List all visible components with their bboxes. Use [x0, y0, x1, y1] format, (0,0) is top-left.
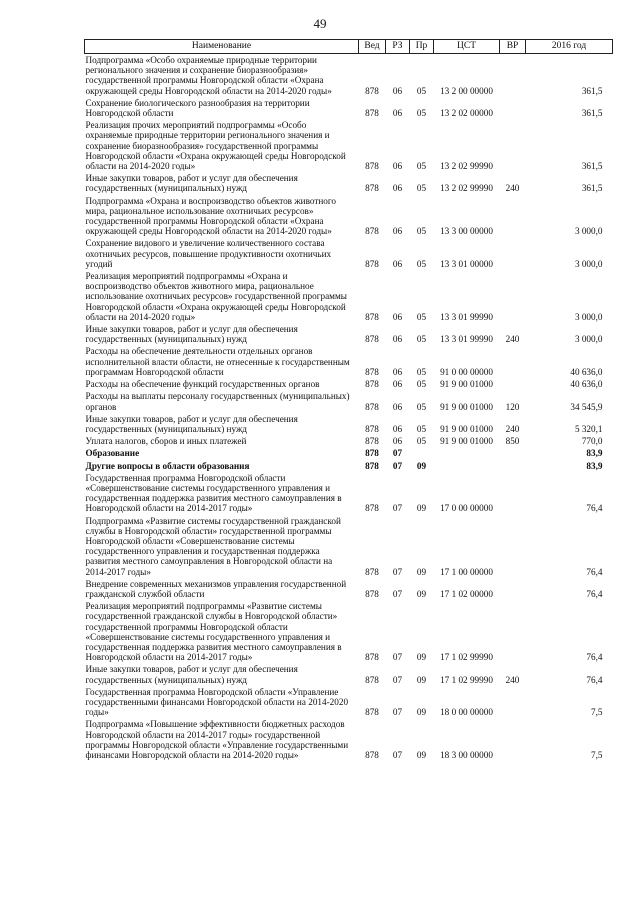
header-cst: ЦСТ — [434, 40, 500, 54]
cell-sum: 83,9 — [586, 460, 603, 471]
cell-pr: 09 — [416, 707, 427, 718]
cell-vr — [500, 718, 526, 761]
table-header-row — [85, 40, 613, 54]
cell-vr — [500, 237, 526, 270]
cell-ved: 878 — [365, 334, 379, 345]
cell-name: Расходы на обеспечение функций государственных органов — [85, 379, 320, 390]
cell-sum: 76,4 — [586, 652, 603, 663]
cell-rz: 07 — [392, 707, 403, 718]
table-row — [85, 472, 613, 515]
cell-vr — [500, 447, 526, 459]
cell-rz: 06 — [392, 85, 403, 96]
cell-cst — [434, 447, 500, 459]
cell-rz: 06 — [392, 258, 403, 269]
cell-name: Иные закупки товаров, работ и услуг для обеспечения государственных (муниципальных) нужд — [85, 664, 298, 685]
cell-pr: 05 — [416, 85, 427, 96]
cell-cst: 91 0 00 00000 — [440, 366, 493, 377]
table-row — [85, 686, 613, 719]
header-ved: Вед — [359, 40, 386, 54]
cell-rz: 06 — [392, 161, 403, 172]
cell-cst: 13 3 01 99990 — [440, 334, 493, 345]
cell-name: Реализация мероприятий подпрограммы «Охрана и воспроизводство объектов животного мира, рациональное использование охотничьих ресурсов» государственной программы Новгородской области «Охрана окружающей среды Новгородской области на 2014-2020 годы» — [85, 271, 347, 322]
cell-pr: 05 — [416, 258, 427, 269]
table-row — [85, 97, 613, 119]
cell-rz: 06 — [392, 401, 403, 412]
cell-cst: 13 2 02 99990 — [440, 183, 493, 194]
table-row — [85, 435, 613, 447]
table-body — [85, 54, 613, 762]
table-row — [85, 54, 613, 97]
header-vr: ВР — [500, 40, 526, 54]
cell-rz: 07 — [392, 503, 403, 514]
cell-name: Расходы на выплаты персоналу государственных (муниципальных) органов — [85, 391, 350, 412]
cell-sum: 3 000,0 — [574, 258, 603, 269]
cell-name: Подпрограмма «Развитие системы государственной гражданской службы в Новгородской области» государственной программы Новгородской области «Совершенствование системы государственного управления и государственная поддержка развития местного самоуправления в Новгородской области на 2014-2017 годы» — [85, 515, 341, 577]
cell-ved: 878 — [365, 226, 379, 237]
cell-sum: 361,5 — [581, 108, 603, 119]
cell-cst: 13 2 00 00000 — [440, 85, 493, 96]
cell-pr: 05 — [416, 161, 427, 172]
header-sum: 2016 год — [526, 40, 613, 54]
cell-ved: 878 — [365, 707, 379, 718]
cell-name: Внедрение современных механизмов управления государственной гражданской службой области — [85, 578, 347, 599]
cell-vr — [500, 195, 526, 238]
cell-cst: 13 3 00 00000 — [440, 226, 493, 237]
cell-ved: 878 — [365, 674, 379, 685]
cell-sum: 76,4 — [586, 674, 603, 685]
cell-sum: 40 636,0 — [570, 379, 603, 390]
cell-name: Образование — [85, 448, 140, 459]
cell-pr: 09 — [416, 652, 427, 663]
cell-name: Государственная программа Новгородской области «Совершенствование системы государственного управления и государственная поддержка развития местного самоуправления в Новгородской области на 2014-2017 годы» — [85, 472, 342, 514]
cell-pr: 09 — [416, 503, 427, 514]
table-row — [85, 195, 613, 238]
cell-name: Другие вопросы в области образования — [85, 460, 250, 471]
cell-name: Иные закупки товаров, работ и услуг для обеспечения государственных (муниципальных) нужд — [85, 173, 298, 194]
table-row — [85, 447, 613, 459]
cell-ved: 878 — [365, 379, 379, 390]
cell-pr: 09 — [416, 750, 427, 760]
table-row — [85, 460, 613, 472]
cell-sum: 83,9 — [586, 448, 603, 459]
cell-rz: 06 — [392, 183, 403, 194]
cell-vr — [500, 270, 526, 323]
cell-pr: 05 — [416, 379, 427, 390]
budget-table — [84, 39, 613, 761]
table-row — [85, 270, 613, 323]
cell-cst: 91 9 00 01000 — [440, 401, 493, 412]
cell-name: Реализация прочих мероприятий подпрограммы «Особо охраняемые природные территории регионального значения и сохранение биоразнообразия» государственной программы Новгородской области «Охрана окружающей среды Новгородской области на 2014-2020 годы» — [85, 120, 346, 172]
cell-vr — [500, 472, 526, 515]
table-row — [85, 718, 613, 761]
cell-vr — [500, 600, 526, 663]
cell-name: Подпрограмма «Охрана и воспроизводство объектов животного мира, рациональное использование охотничьих ресурсов» государственной программы Новгородской области «Охрана окружающей среды Новгородской области на 2014-2020 годы» — [85, 195, 336, 237]
cell-vr: 120 — [505, 401, 520, 412]
cell-ved: 878 — [365, 436, 379, 447]
cell-name: Расходы на обеспечение деятельности отдельных органов исполнительной власти области, не отнесенные к государственным программам Новгородской области — [85, 346, 350, 377]
cell-name: Подпрограмма «Особо охраняемые природные территории регионального значения и сохранение биоразнообразия» государственной программы Новгородской области «Охрана окружающей среды Новгородской области на 2014-2020 годы» — [85, 55, 332, 96]
cell-name: Подпрограмма «Повышение эффективности бюджетных расходов Новгородской области на 2014-2017 годы» государственной программы Новгородской области «Управление государственными финансами Новгородской области на 2014-2020 годы» — [85, 719, 349, 760]
cell-pr: 05 — [416, 436, 427, 447]
cell-rz: 07 — [392, 652, 403, 663]
cell-pr: 09 — [416, 460, 427, 471]
table-row — [85, 663, 613, 685]
cell-vr — [500, 578, 526, 600]
cell-sum: 76,4 — [586, 566, 603, 577]
cell-vr — [500, 686, 526, 719]
cell-sum: 361,5 — [581, 183, 603, 194]
cell-cst: 18 0 00 00000 — [440, 707, 493, 718]
cell-sum: 76,4 — [586, 588, 603, 599]
cell-ved: 878 — [365, 423, 379, 434]
cell-rz: 06 — [392, 423, 403, 434]
cell-cst: 91 9 00 01000 — [440, 379, 493, 390]
cell-vr — [500, 378, 526, 390]
budget-table-container — [84, 39, 612, 761]
cell-vr: 240 — [505, 334, 520, 345]
cell-cst: 17 1 02 99990 — [440, 674, 493, 685]
cell-sum: 34 545,9 — [570, 401, 603, 412]
cell-vr — [500, 97, 526, 119]
cell-sum: 76,4 — [586, 503, 603, 514]
cell-pr: 05 — [416, 334, 427, 345]
cell-pr: 05 — [416, 366, 427, 377]
cell-vr — [500, 119, 526, 172]
table-row — [85, 345, 613, 378]
cell-rz: 07 — [392, 566, 403, 577]
cell-rz: 06 — [392, 334, 403, 345]
cell-ved: 878 — [365, 652, 379, 663]
header-name: Наименование — [85, 40, 359, 54]
cell-sum: 361,5 — [581, 85, 603, 96]
cell-ved: 878 — [365, 588, 379, 599]
cell-sum: 770,0 — [581, 436, 603, 447]
cell-ved: 878 — [365, 503, 379, 514]
cell-name: Государственная программа Новгородской области «Управление государственными финансами Новгородской области на 2014-2020 годы» — [85, 686, 349, 718]
page-number: 49 — [313, 16, 327, 31]
cell-pr: 09 — [416, 674, 427, 685]
header-rz: РЗ — [386, 40, 410, 54]
cell-cst: 13 3 01 99990 — [440, 311, 493, 322]
cell-cst: 91 9 00 01000 — [440, 423, 493, 434]
cell-vr — [500, 345, 526, 378]
table-row — [85, 172, 613, 194]
cell-rz: 06 — [392, 379, 403, 390]
cell-name: Сохранение видового и увеличение количественного состава охотничьих ресурсов, повышение продуктивности охотничьих угодий — [85, 238, 332, 269]
cell-name: Уплата налогов, сборов и иных платежей — [85, 436, 247, 447]
cell-name: Иные закупки товаров, работ и услуг для обеспечения государственных (муниципальных) нужд — [85, 413, 298, 434]
cell-cst: 17 1 00 00000 — [440, 566, 493, 577]
cell-rz: 07 — [392, 460, 403, 471]
table-row — [85, 323, 613, 345]
cell-rz: 06 — [392, 366, 403, 377]
cell-ved: 878 — [365, 161, 379, 172]
cell-vr: 850 — [505, 436, 520, 447]
table-row — [85, 237, 613, 270]
cell-vr: 240 — [505, 423, 520, 434]
cell-cst: 17 1 02 00000 — [440, 588, 493, 599]
cell-ved: 878 — [365, 566, 379, 577]
cell-rz: 07 — [392, 674, 403, 685]
cell-sum: 5 320,1 — [574, 423, 603, 434]
cell-cst: 13 2 02 00000 — [440, 108, 493, 119]
cell-name: Реализация мероприятий подпрограммы «Развитие системы государственной гражданской службы в Новгородской области» государственной программы Новгородской области «Совершенствование системы государственного управления и государственная поддержка развития местного самоуправления в Новгородской области на 2014-2017 годы» — [85, 601, 342, 663]
cell-pr: 09 — [416, 566, 427, 577]
cell-ved: 878 — [365, 258, 379, 269]
cell-vr — [500, 515, 526, 578]
cell-sum: 361,5 — [581, 161, 603, 172]
table-row — [85, 390, 613, 412]
table-row — [85, 578, 613, 600]
cell-vr: 240 — [505, 183, 520, 194]
cell-cst: 17 0 00 00000 — [440, 503, 493, 514]
cell-vr: 240 — [505, 674, 520, 685]
cell-rz: 06 — [392, 226, 403, 237]
cell-ved: 878 — [365, 311, 379, 322]
cell-sum: 7,5 — [591, 707, 603, 718]
cell-cst: 17 1 02 99990 — [440, 652, 493, 663]
cell-sum: 3 000,0 — [574, 334, 603, 345]
cell-vr — [500, 460, 526, 472]
cell-cst: 13 3 01 00000 — [440, 258, 493, 269]
cell-pr — [410, 447, 434, 459]
header-pr: Пр — [410, 40, 434, 54]
cell-ved: 878 — [365, 448, 379, 459]
cell-pr: 05 — [416, 183, 427, 194]
cell-sum: 3 000,0 — [574, 311, 603, 322]
cell-pr: 05 — [416, 108, 427, 119]
table-row — [85, 600, 613, 663]
table-row — [85, 119, 613, 172]
cell-vr — [500, 54, 526, 97]
cell-pr: 05 — [416, 401, 427, 412]
cell-pr: 05 — [416, 226, 427, 237]
cell-pr: 09 — [416, 588, 427, 599]
cell-rz: 06 — [392, 436, 403, 447]
cell-pr: 05 — [416, 311, 427, 322]
cell-ved: 878 — [365, 460, 379, 471]
cell-sum: 3 000,0 — [574, 226, 603, 237]
cell-ved: 878 — [365, 750, 379, 760]
cell-ved: 878 — [365, 85, 379, 96]
cell-rz: 06 — [392, 108, 403, 119]
table-row — [85, 413, 613, 435]
cell-cst: 13 2 02 99990 — [440, 161, 493, 172]
cell-ved: 878 — [365, 401, 379, 412]
table-row — [85, 515, 613, 578]
cell-rz: 07 — [392, 448, 403, 459]
cell-ved: 878 — [365, 108, 379, 119]
table-row — [85, 378, 613, 390]
cell-ved: 878 — [365, 183, 379, 194]
cell-cst — [434, 460, 500, 472]
cell-rz: 07 — [392, 588, 403, 599]
cell-sum: 40 636,0 — [570, 366, 603, 377]
cell-rz: 07 — [392, 750, 403, 760]
cell-ved: 878 — [365, 366, 379, 377]
cell-pr: 05 — [416, 423, 427, 434]
cell-rz: 06 — [392, 311, 403, 322]
cell-cst: 18 3 00 00000 — [440, 750, 493, 760]
cell-sum: 7,5 — [591, 750, 603, 760]
cell-cst: 91 9 00 01000 — [440, 436, 493, 447]
cell-name: Сохранение биологического разнообразия на территории Новгородской области — [85, 97, 310, 119]
cell-name: Иные закупки товаров, работ и услуг для обеспечения государственных (муниципальных) нужд — [85, 324, 298, 345]
